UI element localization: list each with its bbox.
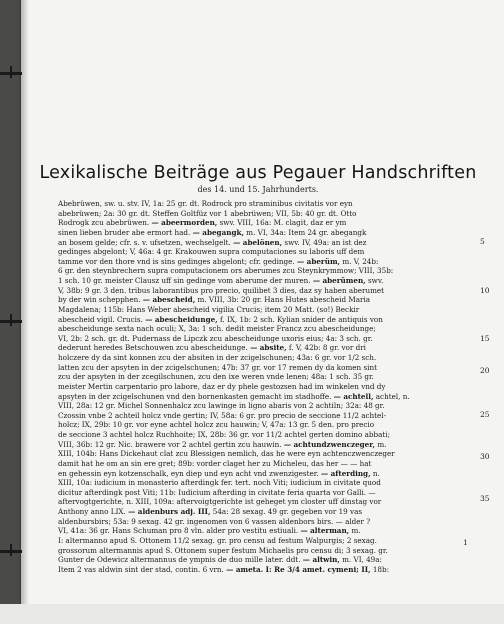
page-subtitle: des 14. und 15. Jahrhunderts. <box>197 185 319 194</box>
text-line: Item 2 vas aldwin sint der stad, contin. 6 vrn. — ameta. I: Re 3/4 amet. cymeni; II, 18b: <box>58 564 390 574</box>
text-line: tamme vor den thore vnd is sins gedinges abgelont; cfr. gedinge. — aberüm, m. V, 24b: <box>58 256 379 266</box>
line-number: 20 <box>480 366 490 375</box>
text-line: meister Mertin carpentario pro labore, daz er dy phele gestozsen had im winkelen vnd dy <box>58 381 386 391</box>
line-number: 30 <box>480 452 490 461</box>
binding-mark-icon <box>10 544 12 556</box>
text-line: holczere dy da sint konnen zcu der absiten in der zcigelschunen; 43a: 6 gr. vor 1/2 sch. <box>58 353 377 362</box>
line-number: 35 <box>480 494 490 503</box>
bottom-strip <box>0 604 504 624</box>
text-line: Abebrüwen, sw. u. stv. IV, 1a: 25 gr. dt. Rodrock pro straminibus civitatis vor eyn <box>58 199 353 208</box>
text-line: abescheid vigil. Crucis. — abescheidunge, f. IX, 1b: 2 sch. Kylian snider de antiquis von <box>58 314 383 324</box>
text-line: Gunter de Odewicz altermannus de ympnis de duo mille later. ddt. — altwin, m. VI, 49a: <box>58 555 382 565</box>
text-line: aftervogtgerichte, n. XIII, 109a: aftervoigtgerichte ist geheget ym closter uff dinstag vor <box>58 497 382 507</box>
text-line: grossorum altermannis apud S. Ottonem super festum Michaelis pro censu di; 3 sexag. gr. <box>58 545 388 555</box>
line-number: 15 <box>480 334 490 343</box>
text-line: aldenbursbirs; 53a: 9 sexag. 42 gr. ingenomen von 6 vassen aldenbors birs. — alder ? <box>58 516 371 526</box>
page-footer-number: 1 <box>463 538 468 547</box>
text-line: abebrüwen; 2a: 30 gr. dt. Steffen Goltfüz vor 1 abebrüwen; VII, 5b: 40 gr. dt. Otto <box>58 208 357 218</box>
paper-edge-shadow <box>21 0 29 606</box>
text-line: 6 gr. den steynbrechern supra computacionem ors aberumes zcu Steynkrymmow; VIII, 35b: <box>58 266 394 276</box>
text-line: en gehessin eyn kotzenschalk, eyn diep und eyn acht vnd zwenzigester. — afterding, n. <box>58 468 380 478</box>
text-line: Rodrogk zcu abebrüwen. — abeermorden, swv. VIII, 16a: M. clagit, daz er ym <box>58 218 347 228</box>
text-line: VIII, 28a: 12 gr. Michel Sonnenhalcz zcu lawinge in ligno abaris von 2 achtiln; 32a: 48 gr. <box>58 401 385 411</box>
text-line: V, 38b: 9 gr. 3 den. tribus laborantibus pro precio, quilibet 3 dies, daz sy haben aberumet <box>58 285 385 295</box>
text-line: de seccione 3 achtel holcz Ruchhoite; IX, 28b: 36 gr. vor 11/2 achtel gerten domino abbati; <box>58 430 391 439</box>
binding-mark-icon <box>10 66 12 78</box>
text-line: Magdalena; 115b: Hans Weber abescheid vigilia Crucis; item 20 Matt. (so!) Beckir <box>58 304 360 314</box>
line-number: 5 <box>480 237 485 246</box>
text-line: XIII, 10a: iudicium in monasterio afterdingk fer. tert. noch Viti; iudicium in civitate quod <box>58 478 381 488</box>
text-line: an bosem gelde; cfr. s. v. ufsetzen, wechselgelt. — abelönen, swv. IV, 49a: an ist dez <box>58 237 367 247</box>
text-line: Anthony anno LIX. — aldenburs adj. III, 54a: 28 sexag. 49 gr. gegeben vor 19 vas <box>58 507 363 516</box>
text-line: dicitur afterdingk post Viti; 11b: Iudicium afterding in civitate feria quarta vor Galli. — <box>58 487 376 497</box>
text-line: holcz; IX, 29b: 10 gr. vor eyne achtel holcz zcu hauwin; V, 47a: 13 gr. 5 den. pro precio <box>58 420 375 430</box>
body-text <box>58 199 470 574</box>
text-line: dederunt heredes Betschouwen zcu abescheidunge. — absite, f. V, 42b: 8 gr. vor dri <box>58 343 366 353</box>
page-title: Lexikalische Beiträge aus Pegauer Handschriften <box>39 163 477 183</box>
text-line: abescheidunge sexta nach oculi; X, 3a: 1 sch. dedit meister Francz zcu abescheidunge; <box>58 324 376 334</box>
text-line: VI, 2b: 2 sch. gr. dt. Pudernass de Lipczk zcu abescheidunge uxoris eius; 4a: 3 sch. gr. <box>58 333 373 343</box>
text-line: Czossin vnbe 2 achteil holcz vnde gertin; IV, 58a: 6 gr. pro precio de seccione 11/2 achtel- <box>58 410 387 420</box>
text-line: VIII, 36b: 12 gr. Nic. brawere vor 2 achtel gertin zcu hauwin. — achtundzwenczeger, m. <box>58 439 387 449</box>
text-line: 1 sch. 10 gr. meister Clausz uff sin gedinge vom aberume der muren. — aberümen, swv. <box>58 276 384 285</box>
line-number: 25 <box>480 410 490 419</box>
text-line: VI, 41a: 36 gr. Hans Schuman pro 8 vln. alder pro vestitu estiuali. — alterman, m. <box>58 526 361 536</box>
text-line: apsyten in der zcigelschunen vnd den bornenkasten gemacht im stadhoffe. — achtell, achtel, n. <box>58 391 410 401</box>
text-line: damit hat he om an sin ere gret; 89b: vorder claget her zu Micheleu, das her — — hat <box>58 458 372 468</box>
text-line: zcu der apsyten in der zcegilschunen, zcu den ixe weren vnde lenen; 48a: 1 sch. 35 gr. <box>58 372 374 382</box>
text-line: sinen lieben bruder abe ermort had. — abegangk, m. VI, 34a: Item 24 gr. abegangk <box>58 227 367 237</box>
text-line: gedinges abgelont; V, 46a: 4 gr. Krakouwen supra computaciones su laboris uff dem <box>58 247 365 257</box>
text-line: by der win schepphen. — abescheid, m. VIII, 3b: 20 gr. Hans Hutes abescheid Maria <box>58 295 371 305</box>
text-line: XIII, 104b: Hans Dickehaut clat zcu Blessigen nemlich, das he were eyn achtenczwenczeger <box>58 449 395 459</box>
line-number: 10 <box>480 286 490 295</box>
text-line: I: altermanno apud S. Ottonem 11/2 sexag. gr. pro censu ad festum Walpurgis; 2 sexag. <box>58 535 377 545</box>
binding-mark-icon <box>10 314 12 326</box>
text-line: latten zcu der apsyten in der zcigelschunen; 47b: 37 gr. vor 17 remen dy da komen sint <box>58 362 377 372</box>
